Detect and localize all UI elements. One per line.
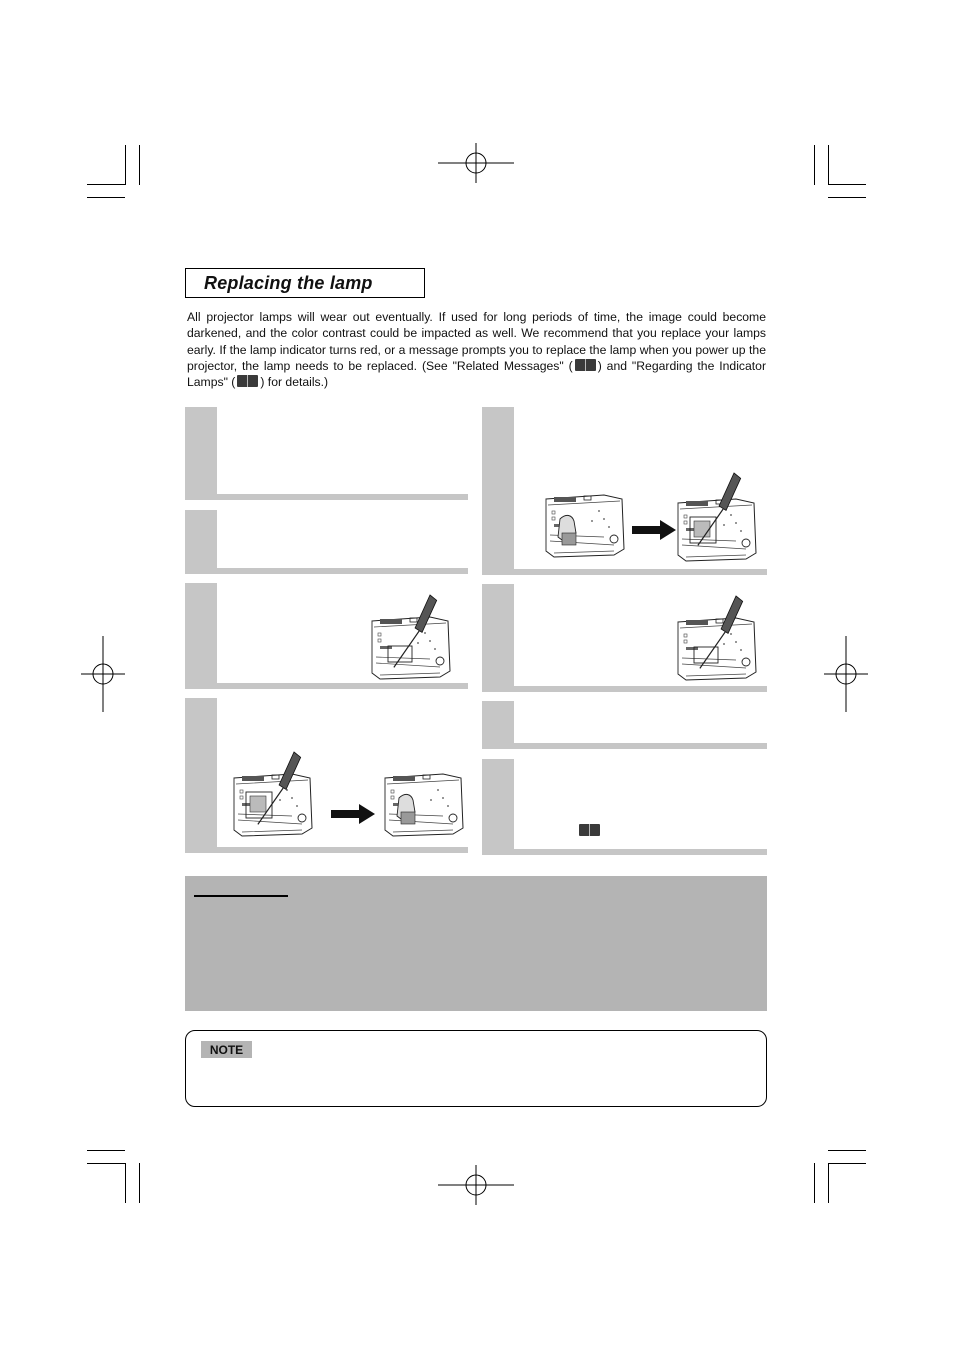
crop-mark <box>87 197 125 198</box>
step-panel-3 <box>185 583 468 689</box>
step-divider <box>514 686 767 692</box>
registration-mark-icon <box>65 636 141 712</box>
projector-underside-icon <box>230 746 325 838</box>
crop-mark <box>87 184 126 185</box>
step-number-bar <box>185 698 217 853</box>
projector-underside-icon <box>368 591 460 681</box>
crop-mark <box>814 145 815 185</box>
caution-box <box>185 876 767 1011</box>
step-number-bar <box>185 583 217 689</box>
crop-mark <box>828 1150 866 1151</box>
step-panel-7 <box>482 701 767 749</box>
registration-mark-icon <box>438 1147 514 1223</box>
crop-mark <box>139 1163 140 1203</box>
step-panel-8 <box>482 759 767 855</box>
step-divider <box>217 847 468 853</box>
step-panel-2 <box>185 510 468 574</box>
crop-mark <box>87 1150 125 1151</box>
intro-text-2: ) and "Regarding the Indicator Lamps" ( <box>187 358 767 390</box>
projector-underside-icon <box>674 592 766 682</box>
right-arrow-icon <box>331 803 375 825</box>
step-number-bar <box>482 407 514 575</box>
note-label: NOTE <box>201 1041 252 1058</box>
caution-underline <box>194 895 288 897</box>
intro-paragraph <box>187 309 766 390</box>
step-number-bar <box>482 759 514 855</box>
step-divider <box>217 568 468 574</box>
crop-mark <box>828 184 866 185</box>
crop-mark <box>828 197 866 198</box>
crop-mark <box>125 145 126 185</box>
book-icon[interactable] <box>579 824 600 836</box>
step-divider <box>514 743 767 749</box>
step-number-bar <box>482 584 514 692</box>
crop-mark <box>814 1163 815 1203</box>
crop-mark <box>139 145 140 185</box>
step-number-bar <box>185 407 217 500</box>
crop-mark <box>87 1163 125 1164</box>
projector-underside-icon <box>381 768 467 838</box>
right-arrow-icon <box>632 519 676 541</box>
book-icon[interactable] <box>575 359 596 371</box>
step-divider <box>514 849 767 855</box>
crop-mark <box>828 145 829 185</box>
registration-mark-icon <box>438 125 514 201</box>
step-divider <box>217 494 468 500</box>
step-divider <box>514 569 767 575</box>
step-panel-6 <box>482 584 767 692</box>
section-title-box <box>185 268 425 298</box>
projector-underside-icon <box>542 489 628 561</box>
book-icon[interactable] <box>237 375 258 387</box>
step-panel-4 <box>185 698 468 853</box>
step-panel-5 <box>482 407 767 575</box>
intro-text-1: All projector lamps will wear out eventually. If used for long periods of time, the image could become darkened, and the color contrast could be impacted as well. We recommend that you replace your lamps early. If the lamp indicator turns red, or a message prompts you to replace the lamp when you power up the projector, the lamp needs to be replaced. (See "Related Messages" ( <box>187 310 766 373</box>
page-title: Replacing the lamp <box>204 272 373 293</box>
step-panel-1 <box>185 407 468 500</box>
crop-mark <box>828 1163 866 1164</box>
note-box <box>185 1030 767 1107</box>
crop-mark <box>828 1163 829 1203</box>
registration-mark-icon <box>808 636 884 712</box>
step-divider <box>217 683 468 689</box>
step-number-bar <box>482 701 514 749</box>
crop-mark <box>125 1163 126 1203</box>
step-number-bar <box>185 510 217 574</box>
projector-underside-icon <box>674 469 766 565</box>
intro-text-3: ) for details.) <box>260 375 329 390</box>
